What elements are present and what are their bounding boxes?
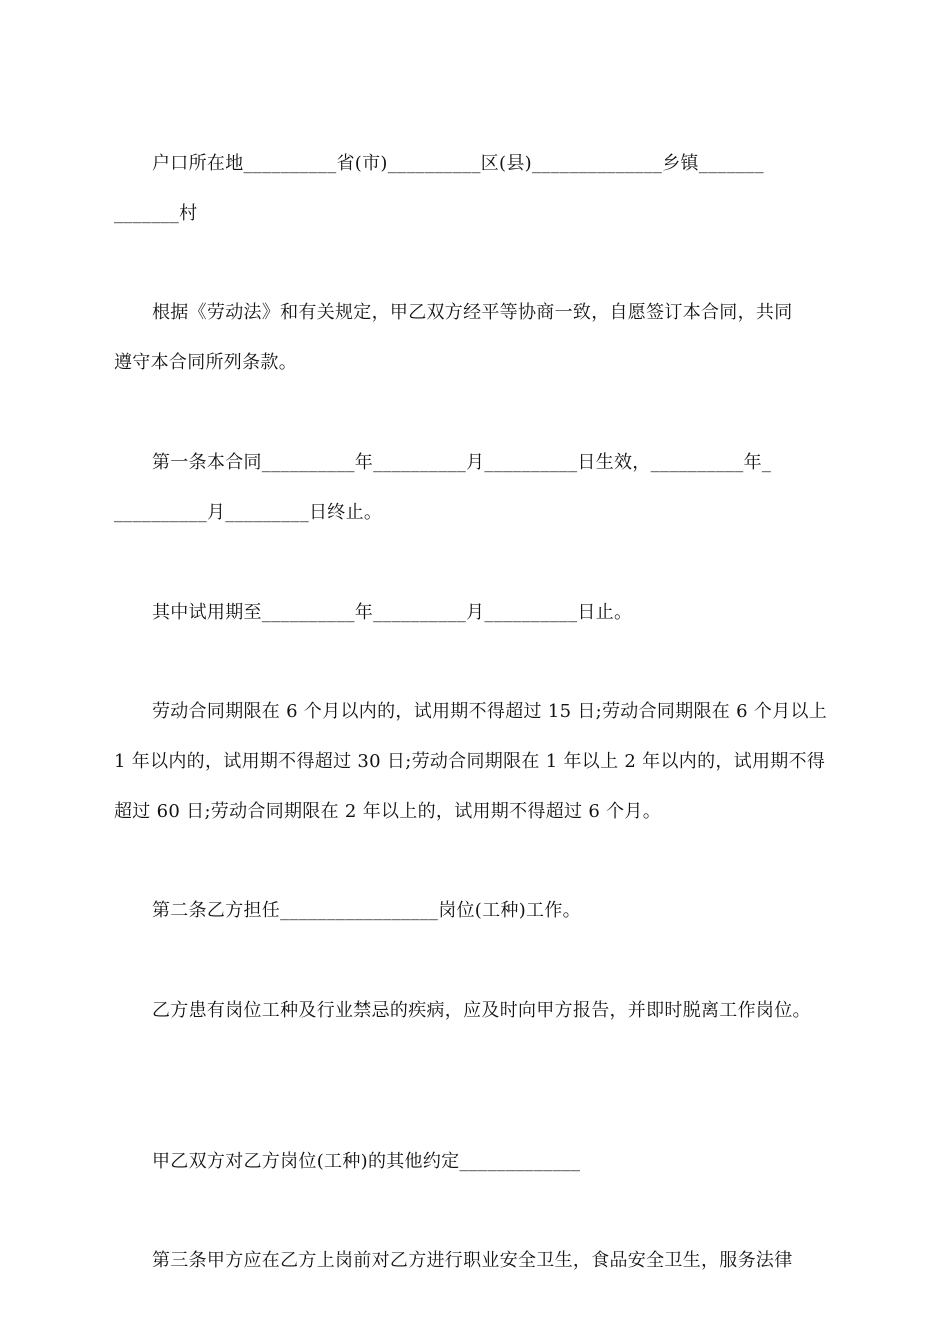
article-two-line: 第二条乙方担任_________________岗位(工种)工作。 [152, 900, 581, 921]
probation-rules-line-3: 超过 60 日;劳动合同期限在 2 年以上的，试用期不得超过 6 个月。 [114, 801, 661, 822]
article-one-line-1: 第一条本合同__________年__________月__________日生效，__________年_ [152, 452, 772, 473]
probation-rules-line-2: 1 年以内的，试用期不得超过 30 日;劳动合同期限在 1 年以上 2 年以内的，试用期不得 [114, 751, 826, 772]
household-registration-line: 户口所在地__________省(市)__________区(县)______________乡镇_______ [152, 153, 764, 174]
article-three-line: 第三条甲方应在乙方上岗前对乙方进行职业安全卫生，食品安全卫生，服务法律 [152, 1250, 793, 1271]
preamble-paragraph-line-2: 遵守本合同所列条款。 [114, 352, 297, 373]
preamble-paragraph-line-1: 根据《劳动法》和有关规定，甲乙双方经平等协商一致，自愿签订本合同，共同 [152, 302, 793, 323]
other-agreement-line: 甲乙双方对乙方岗位(工种)的其他约定_____________ [152, 1151, 581, 1172]
article-one-line-2: __________月_________日终止。 [114, 502, 383, 523]
probation-period-line: 其中试用期至__________年__________月__________日止。 [152, 602, 633, 623]
household-registration-line-cont: _______村 [114, 203, 198, 224]
disease-report-line: 乙方患有岗位工种及行业禁忌的疾病，应及时向甲方报告，并即时脱离工作岗位。 [152, 1000, 811, 1021]
probation-rules-line-1: 劳动合同期限在 6 个月以内的，试用期不得超过 15 日;劳动合同期限在 6 个月以上 [152, 701, 828, 722]
